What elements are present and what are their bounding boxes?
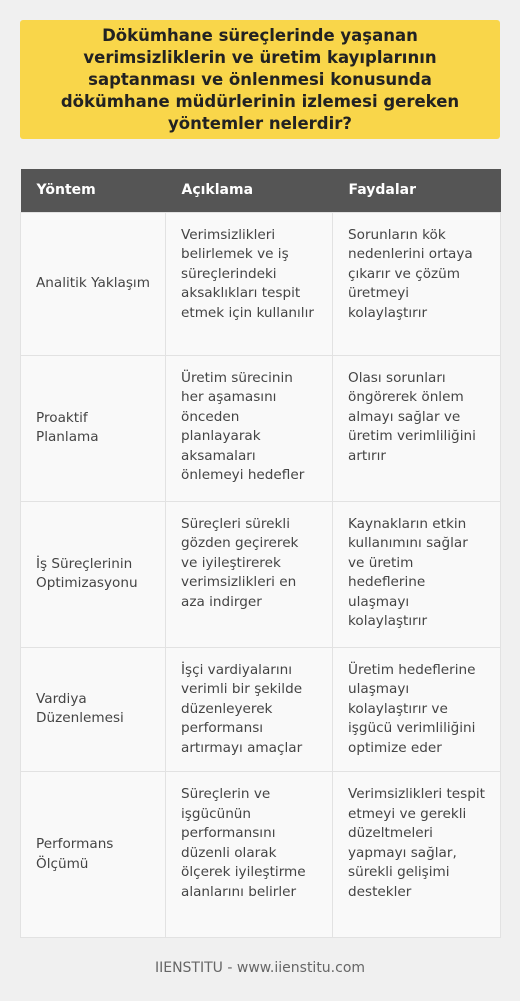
header-method: Yöntem [21,169,166,212]
benefits-cell: Olası sorunları öngörerek önlem almayı sağlar ve üretim verimliliğini artırır [333,355,501,501]
methods-table [20,169,501,938]
footer-credit: IIENSTITU - www.iienstitu.com [154,960,366,976]
method-cell: Proaktif Planlama [21,355,166,501]
description-cell: Verimsizlikleri belirlemek ve iş süreçlerindeki aksaklıkları tespit etmek için kullanılır [166,212,333,355]
benefits-cell: Kaynakların etkin kullanımını sağlar ve üretim hedeflerine ulaşmayı kolaylaştırır [333,501,501,647]
header-benefits: Faydalar [333,169,501,212]
table-row [21,647,501,772]
title-banner [20,20,500,139]
method-cell: Performans Ölçümü [21,772,166,938]
benefits-cell: Sorunların kök nedenlerini ortaya çıkarır ve çözüm üretmeyi kolaylaştırır [333,212,501,355]
table-row [21,772,501,938]
table-row [21,501,501,647]
description-cell: İşçi vardiyalarını verimli bir şekilde düzenleyerek performansı artırmayı amaçlar [166,647,333,772]
benefits-cell: Verimsizlikleri tespit etmeyi ve gerekli düzeltmeleri yapmayı sağlar, sürekli gelişimi destekler [333,772,501,938]
description-cell: Üretim sürecinin her aşamasını önceden planlayarak aksamaları önlemeyi hedefler [166,355,333,501]
table-header-row [21,169,501,212]
method-cell: Analitik Yaklaşım [21,212,166,355]
benefits-cell: Üretim hedeflerine ulaşmayı kolaylaştırır ve işgücü verimliliğini optimize eder [333,647,501,772]
description-cell: Süreçlerin ve işgücünün performansını düzenli olarak ölçerek iyileştirme alanlarını belirler [166,772,333,938]
method-cell: İş Süreçlerinin Optimizasyonu [21,501,166,647]
page-title: Dökümhane süreçlerinde yaşanan verimsizliklerin ve üretim kayıplarının saptanması ve önlenmesi konusunda dökümhane müdürlerinin izlemesi gereken yöntemler nelerdir? [60,25,460,133]
header-description: Açıklama [166,169,333,212]
table-row [21,355,501,501]
description-cell: Süreçleri sürekli gözden geçirerek ve iyileştirerek verimsizlikleri en aza indirger [166,501,333,647]
method-cell: Vardiya Düzenlemesi [21,647,166,772]
table-row [21,212,501,355]
